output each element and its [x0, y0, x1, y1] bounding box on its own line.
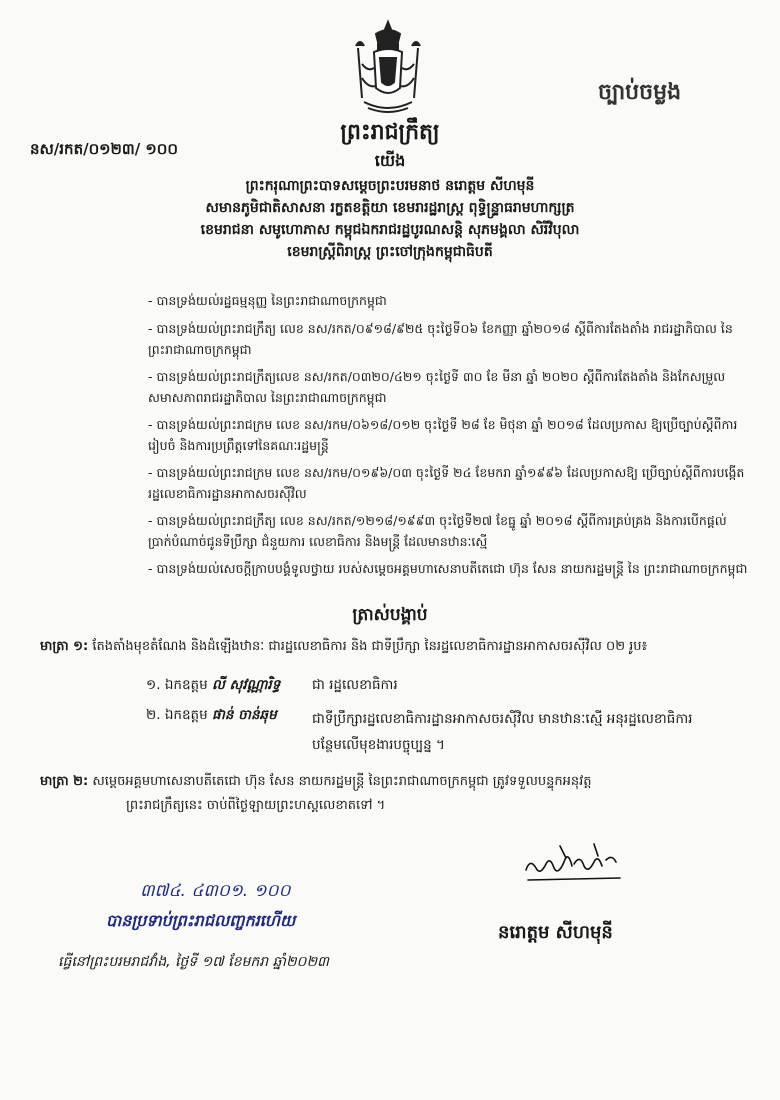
appointee-role: ជា រដ្ឋលេខាធិការ: [312, 677, 398, 693]
registration-number: ៣៧៤. ៤៣០១. ១០០: [140, 881, 291, 901]
document-title: ព្រះរាជក្រឹត្យ: [340, 120, 440, 145]
article-1-label: មាត្រា ១:: [40, 639, 89, 654]
appointee-row: [146, 706, 766, 753]
preamble-item: - បានទ្រង់យល់ព្រះរាជក្រឹត្យ លេខ នស/រកត/១២១៨/១៩៩៣ ចុះថ្ងៃទី២៧ ខែធ្នូ ឆ្នាំ ២០១៨ ស្តីពីការគ្រប់គ្រង និងការបើកផ្តល់ប្រាក់បំណាច់ជូនទីប្រឹក្សា ជំនួយការ លេខាធិការ និងមន្ត្រី ដែលមានឋានៈស្មើ: [148, 513, 727, 549]
royal-title-line: ខេមរាស្ត្រីពិរាស្ត្រ ព្រះចៅក្រុងកម្ពុជាធិបតី: [287, 244, 493, 260]
copy-stamp: ច្បាប់ចម្លង: [598, 80, 682, 105]
article-2-label: មាត្រា ២:: [40, 774, 89, 789]
appointee-number: ១.: [146, 677, 161, 693]
royal-title-line: ខេមរាជនា សមូហោភាស កម្ពុជឯករាជរដ្ឋបូរណសន្តិ សុភមង្គលា សិរីវិបុលា: [200, 222, 580, 238]
appointee-role-block: [312, 706, 766, 758]
royal-title-line: ព្រះករុណាព្រះបាទសម្តេចព្រះបរមនាថ នរោត្តម សីហមុនី: [245, 178, 535, 194]
preamble-item: - បានទ្រង់យល់ព្រះរាជក្រម លេខ នស/រកម/០១៩៦/០៣ ចុះថ្ងៃទី ២៤ ខែមករា ឆ្នាំ១៩៩៦ ដែលប្រកាសឱ្យ ប្រើច្បាប់ស្តីពីការបង្កើតរដ្ឋលេខាធិការដ្ឋានអាកាសចរស៊ីវិល: [148, 465, 745, 501]
preamble-item: - បានទ្រង់យល់ព្រះរាជក្រឹត្យ លេខ នស/រកត/០៩១៨/៩២៥ ចុះថ្ងៃទី០៦ ខែកញ្ញា ឆ្នាំ២០១៨ ស្តីពីការតែងតាំង រាជរដ្ឋាភិបាល នៃព្រះរាជាណាចក្រកម្ពុជា: [148, 321, 733, 357]
appointee-number: ២.: [146, 707, 161, 723]
appointee-row: [146, 676, 766, 696]
signer-name: នរោត្តម សីហមុនី: [498, 922, 613, 943]
appointee-name: លី សុវណ្ណារិទ្ធ: [211, 677, 281, 693]
we-heading: យើង: [374, 151, 406, 170]
article-2-text-cont: ព្រះរាជក្រឹត្យនេះ ចាប់ពីថ្ងៃឡាយព្រះហស្តលេខាតទៅ ។: [126, 798, 386, 813]
appointee-title: ឯកឧត្តម: [164, 677, 208, 693]
decision-heading: ត្រាស់បង្គាប់: [352, 605, 428, 625]
seal-affixed-note: បានប្រទាប់ព្រះរាជលញ្ចករហើយ: [106, 911, 296, 930]
appointee-name: ផាន់ ចាន់ឆុម: [211, 707, 277, 723]
article-1: [40, 638, 760, 657]
appointee-role: ជាទីប្រឹក្សារដ្ឋលេខាធិការដ្ឋានអាកាសចរស៊ីវិល មានឋានៈស្មើ អនុរដ្ឋលេខាធិការ: [312, 711, 693, 727]
document-number: នស/រកត/០១២៣/ ១០០: [30, 140, 179, 158]
handwritten-signature: [520, 840, 630, 888]
article-2: [40, 770, 760, 818]
article-2-text: សម្តេចអគ្គមហាសេនាបតីតេជោ ហ៊ុន សែន នាយករដ្ឋមន្ត្រី នៃព្រះរាជាណាចក្រកម្ពុជា ត្រូវទទួលបន្ទុកអនុវត្ត: [92, 774, 592, 789]
issued-date-line: ធ្វើនៅព្រះបរមរាជវាំង, ថ្ងៃទី ១៧ ខែមករា ឆ្នាំ២០២៣: [58, 954, 330, 970]
article-1-text: តែងតាំងមុខតំណែង និងដំឡើងឋានៈ ជារដ្ឋលេខាធិការ និង ជាទីប្រឹក្សា នៃរដ្ឋលេខាធិការដ្ឋានអាកាសចរស៊ីវិល ០២ រូប៖: [92, 639, 648, 654]
preamble-item: - បានទ្រង់យល់រដ្ឋធម្មនុញ្ញ នៃព្រះរាជាណាចក្រកម្ពុជា: [148, 293, 387, 308]
royal-title-line: សមានភូមិជាតិសាសនា រក្ខតខត្តិយា ខេមរារដ្ឋរាស្ត្រ ពុទ្ធិន្ទ្រាធរាមហាក្សត្រ: [205, 200, 575, 216]
royal-arms-icon: [338, 18, 438, 118]
preamble-item: - បានទ្រង់យល់សេចក្តីក្រាបបង្គំទូលថ្វាយ របស់សម្តេចអគ្គមហាសេនាបតីតេជោ ហ៊ុន សែន នាយករដ្ឋមន្ត្រី នៃ ព្រះរាជាណាចក្រកម្ពុជា: [148, 561, 748, 576]
appointee-title: ឯកឧត្តម: [164, 707, 208, 723]
preamble-item: - បានទ្រង់យល់ព្រះរាជក្រម លេខ នស/រកម/០៦១៨/០១២ ចុះថ្ងៃទី ២៨ ខែ មិថុនា ឆ្នាំ ២០១៨ ដែលប្រកាស ឱ្យប្រើច្បាប់ស្តីពីការរៀបចំ និងការប្រព្រឹត្តទៅនៃគណៈរដ្ឋមន្ត្រី: [148, 417, 738, 453]
preamble-item: - បានទ្រង់យល់ព្រះរាជក្រឹត្យលេខ នស/រកត/០៣២០/៤២១ ចុះថ្ងៃទី ៣០ ខែ មីនា ឆ្នាំ ២០២០ ស្តីពីការតែងតាំង និងកែសម្រួលសមាសភាពរាជរដ្ឋាភិបាល នៃព្រះរាជាណាចក្រកម្ពុជា: [148, 369, 726, 405]
appointee-role-cont: បន្ថែមលើមុខងារបច្ចុប្បន្ន ។: [312, 737, 445, 753]
